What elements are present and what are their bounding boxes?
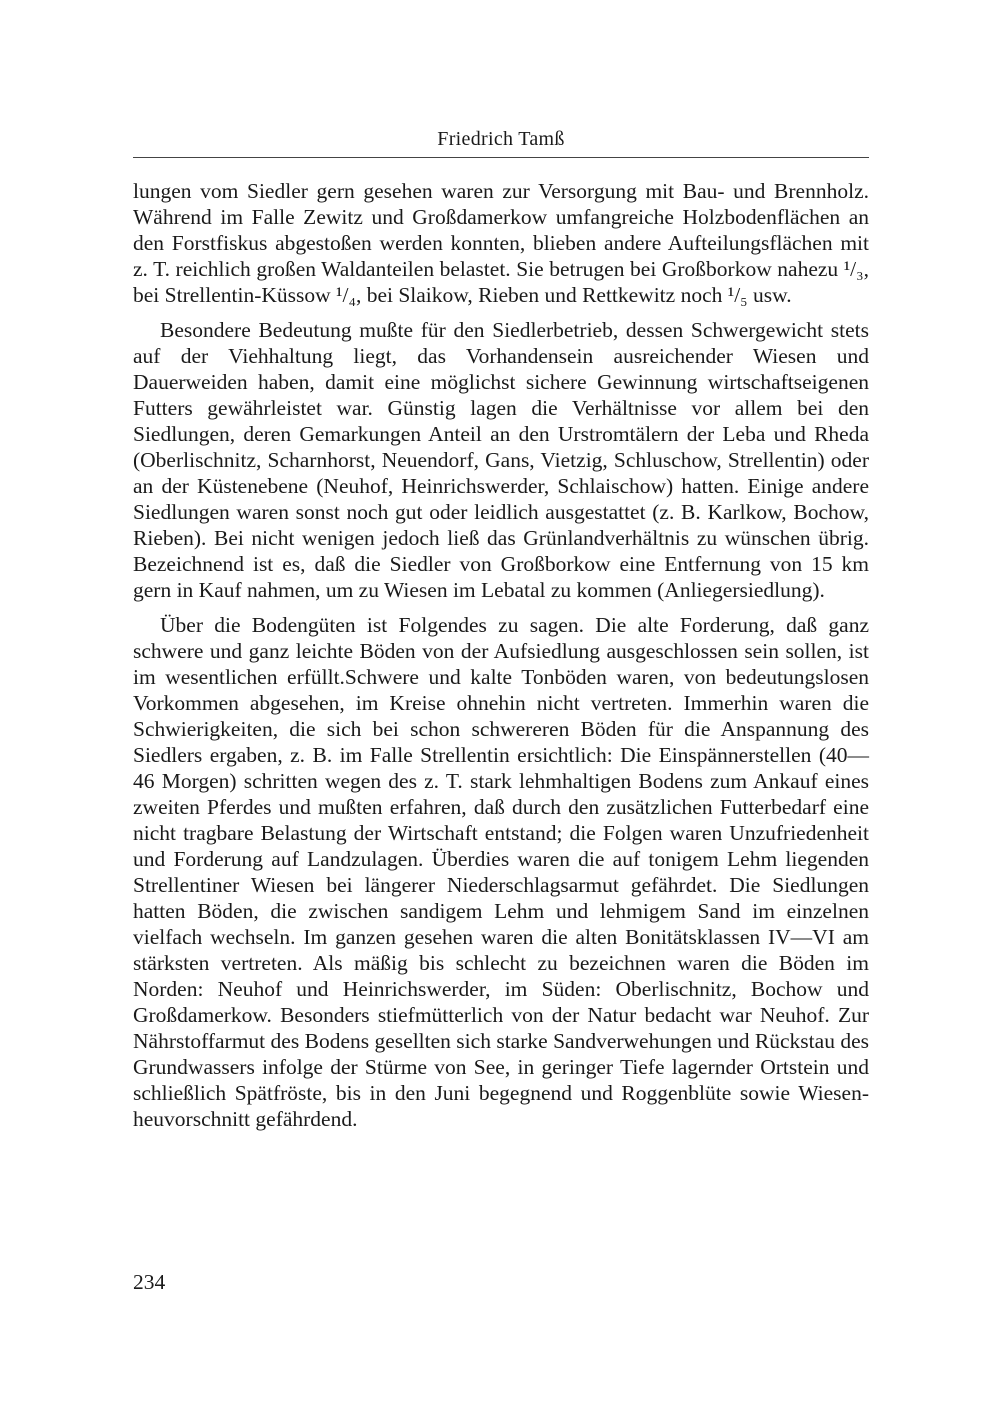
page-number: 234 xyxy=(133,1270,166,1294)
running-header: Friedrich Tamß xyxy=(437,128,565,150)
paragraph-1: lungen vom Siedler gern gesehen waren zur Versorgung mit Bau- und Brennholz. Während im Falle Zewitz und Großdamerkow umfangreiche Holzbodenflächen an den Forstfiskus abgestoßen werden konnten, blieben andere Aufteilungsflächen mit z. T. reichlich großen Waldanteilen belastet. Sie betrugen bei Großborkow nahezu ¹/₃, bei Strellentin-Küssow ¹/₄, bei Slaikow, Rieben und Rettkewitz noch ¹/₅ usw. xyxy=(133,179,869,307)
header-rule xyxy=(133,157,869,158)
paragraph-2: Besondere Bedeutung mußte für den Siedlerbetrieb, dessen Schwergewicht stets auf der Viehhaltung liegt, das Vorhandensein ausreichender Wiesen und Dauerweiden haben, damit eine möglichst sichere Gewinnung wirtschaftseigenen Futters gewährleistet war. Günstig lagen die Verhältnisse vor allem bei den Siedlungen, deren Gemarkungen Anteil an den Urstromtälern der Leba und Rheda (Oberlischnitz, Scharnhorst, Neuendorf, Gans, Vietzig, Schluschow, Strellentin) oder an der Küstenebene (Neuhof, Heinrichswerder, Schlaischow) hatten. Einige andere Siedlungen waren sonst noch gut oder leidlich ausgestattet (z. B. Karlkow, Bochow, Rieben). Bei nicht wenigen jedoch ließ das Grünlandverhältnis zu wünschen übrig. Bezeichnend ist es, daß die Siedler von Großborkow eine Entfernung von 15 km gern in Kauf nahmen, um zu Wiesen im Lebatal zu kommen (Anliegersiedlung). xyxy=(133,318,869,602)
paragraph-3: Über die Bodengüten ist Folgendes zu sagen. Die alte Forderung, daß ganz schwere und ganz leichte Böden von der Aufsiedlung ausgeschlossen sein sollen, ist im wesentlichen erfüllt.Schwere und kalte Tonböden waren, von bedeutungslosen Vorkommen abgesehen, im Kreise ohnehin nicht vertreten. Immerhin waren die Schwierigkeiten, die sich bei schon schwereren Böden für die Anspannung des Siedlers ergaben, z. B. im Falle Strellentin ersichtlich: Die Einspännerstellen (40—46 Morgen) schritten wegen des z. T. stark lehmhaltigen Bodens zum Ankauf eines zweiten Pferdes und mußten erfahren, daß durch den zusätzlichen Futterbedarf eine nicht tragbare Belastung der Wirtschaft entstand; die Folgen waren Unzufriedenheit und Forderung auf Landzulagen. Überdies waren die auf tonigem Lehm liegenden Strellentiner Wiesen bei längerer Niederschlagsarmut gefährdet. Die Siedlungen hatten Böden, die zwischen sandigem Lehm und lehmigem Sand im einzelnen vielfach wechseln. Im ganzen gesehen waren die alten Bonitätsklassen IV—VI am stärksten vertreten. Als mäßig bis schlecht zu bezeichnen waren die Böden im Norden: Neuhof und Heinrichswerder, im Süden: Oberlischnitz, Bochow und Großdamerkow. Besonders stiefmütterlich von der Natur bedacht war Neuhof. Zur Nährstoffarmut des Bodens gesellten sich starke Sandverwehungen und Rückstau des Grundwassers infolge der Stürme von See, in geringer Tiefe lagernder Ortstein und schließlich Spätfröste, bis in den Juni begegnend und Roggenblüte sowie Wiesenheuvorschnitt gefährdend. xyxy=(133,613,869,1131)
body-text xyxy=(133,178,869,1141)
